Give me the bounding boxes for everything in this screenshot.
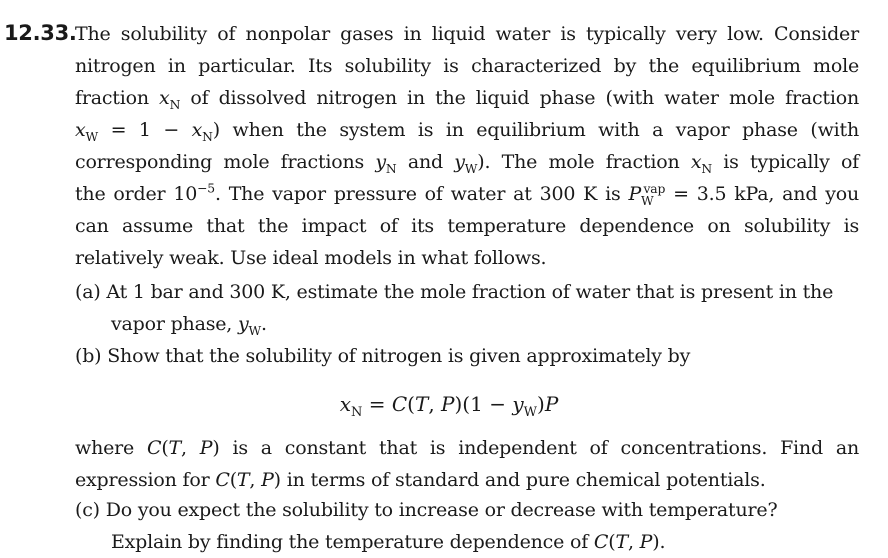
part-c-line-2: Explain by finding the temperature dependence of C(T, P).: [111, 531, 666, 553]
part-b-line-1: [75, 340, 859, 372]
intro-line-8: relatively weak. Use ideal models in what follows.: [75, 247, 547, 269]
part-a-label: (a): [75, 281, 101, 303]
intro-line-3: fraction $x_N$ of dissolved nitrogen in the liquid phase (with water mole fraction: [75, 87, 859, 112]
part-b-after-1: where C(T, P) is a constant that is independent of concentrations. Find an: [75, 437, 859, 459]
part-a-text: At 1 bar and 300 K, estimate the mole fraction of water that is present in the: [106, 281, 834, 303]
part-c: [75, 494, 859, 558]
intro-line-1: The solubility of nonpolar gases in liquid water is typically very low. Consider: [75, 23, 859, 45]
intro-line-2: nitrogen in particular. Its solubility is characterized by the equilibrium mole: [75, 55, 859, 77]
intro-line-4: $x_W = 1 - x_N$) when the system is in equilibrium with a vapor phase (with: [75, 119, 860, 144]
solubility-equation: $x_N = C(T$, $P)(1 - y_W)P$: [339, 392, 559, 420]
part-b-continued: [75, 432, 859, 496]
part-c-text: Do you expect the solubility to increase or decrease with temperature?: [105, 499, 778, 521]
part-a-line-2: vapor phase, $y_W$.: [111, 313, 267, 338]
part-a: [75, 276, 859, 340]
part-c-label: (c): [75, 499, 100, 521]
intro-line-5: corresponding mole fractions $y_N$ and $y_W$). The mole fraction $x_N$ is typically of: [75, 151, 860, 176]
part-b-text: Show that the solubility of nitrogen is given approximately by: [107, 345, 691, 367]
intro-line-7: can assume that the impact of its temperature dependence on solubility is: [75, 215, 859, 237]
part-a-line-1: [75, 276, 859, 308]
problem-intro: [75, 18, 859, 274]
part-b-label: (b): [75, 345, 102, 367]
part-b-after-2: expression for C(T, P) in terms of standard and pure chemical potentials.: [75, 469, 766, 491]
intro-line-6: the order $10^{-5}$. The vapor pressure of water at 300 K is $P_W^{vap} = 3.5$ kPa, and you: [75, 181, 860, 208]
problem-number: 12.33.: [4, 21, 77, 45]
part-c-line-1: [75, 494, 859, 526]
part-b: [75, 340, 859, 372]
